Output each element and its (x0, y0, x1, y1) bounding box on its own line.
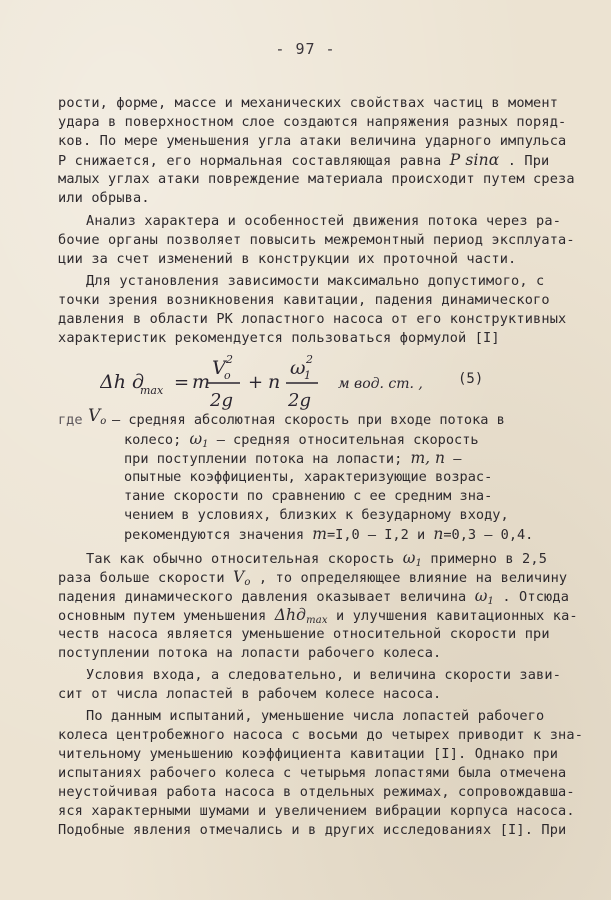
formula-m: m (192, 371, 211, 393)
symbol-n: n (433, 525, 444, 543)
text-line: точки зрения возникновения кавитации, падения динамического (58, 292, 550, 308)
text-fragment: – средняя относительная скорость (216, 432, 479, 448)
formula-v0-sq: 2 (226, 354, 233, 366)
text-fragment: . При (507, 153, 550, 169)
text-fragment: раза больше скорости (58, 570, 225, 586)
text-fragment: Так как обычно относительная скорость (86, 551, 395, 567)
text-fragment: при поступлении потока на лопасти; (124, 451, 403, 467)
def-symbol-w1 (189, 430, 208, 448)
text-line: яся характерными шумами и увеличением вибрации корпуса насоса. (58, 803, 575, 819)
symbol-w1 (403, 549, 422, 567)
text-fragment: , то определяющее влияние на величину (258, 570, 568, 586)
symbol-sub: 1 (487, 596, 495, 607)
symbol: ω (402, 549, 416, 567)
text-line: испытаниях рабочего колеса с четырьмя лопастями была отмечена (58, 765, 567, 781)
inline-formula: P sinα (449, 151, 500, 169)
text-line: опытные коэффициенты, характеризующие возрас- (124, 469, 493, 485)
text-line (124, 525, 533, 545)
formula-den2: 2g (288, 390, 311, 411)
symbol: V (88, 406, 101, 426)
text-line: колеса центробежного насоса с восьми до четырех приводит к зна- (58, 727, 584, 743)
text-line: поступлении потока на лопасти рабочего колеса. (58, 645, 442, 661)
symbol: ω (474, 587, 488, 605)
def-symbol-v0 (88, 406, 106, 427)
text-line: сит от числа лопастей в рабочем колесе насоса. (58, 686, 442, 702)
formula-lhs-sub: max (140, 384, 164, 397)
page-number: - 97 - (275, 40, 336, 58)
text-line: бочие органы позволяет повысить межремонтный период эксплуата- (58, 232, 575, 248)
symbol-m: m (312, 525, 327, 543)
symbol-sub: max (306, 615, 328, 626)
text-line: тание скорости по сравнению с ее средним зна- (124, 488, 493, 504)
text-fragment: примерно в 2,5 (430, 551, 548, 567)
symbol-sub: o (244, 577, 251, 588)
formula-w1-sq: 2 (306, 354, 313, 366)
text-line: рости, форме, массе и механических свойствах частиц в момент (58, 95, 559, 111)
symbol-v0 (233, 568, 251, 586)
formula-lhs: Δh д (100, 371, 145, 393)
formula-equals: = (174, 372, 190, 393)
where-label: где (58, 412, 83, 428)
symbol: Δhд (274, 606, 307, 624)
def-symbol-mn: m, n (410, 449, 445, 467)
formula-units: м вод. ст. , (338, 376, 423, 392)
formula-v0: V (212, 357, 226, 379)
text-line: малых углах атаки повреждение материала происходит путем среза (58, 171, 575, 187)
text-line: характеристик рекомендуется пользоваться формулой [I] (58, 330, 500, 346)
text-line (58, 151, 549, 171)
symbol: ω (189, 430, 203, 448)
text-fragment: P снижается, его нормальная составляющая равна (58, 153, 442, 169)
text-line: Для установления зависимости максимально допустимого, с (86, 273, 545, 289)
symbol-w1 (475, 587, 494, 605)
text-line: Подобные явления отмечались и в других исследованиях [I]. При (58, 822, 567, 838)
text-line: честв насоса является уменьшение относительной скорости при (58, 626, 550, 642)
text-fragment: колесо; (124, 432, 182, 448)
symbol: V (233, 568, 245, 586)
formula-w1: ω (290, 357, 306, 379)
text-line: Анализ характера и особенностей движения потока через ра- (86, 213, 562, 229)
formula-den1: 2g (210, 390, 233, 411)
text-fragment: =I,0 – I,2 и (326, 527, 426, 543)
equation-number: (5) (458, 371, 484, 387)
text-line (124, 449, 461, 469)
text-line: удара в поверхностном слое создаются напряжения разных поряд- (58, 114, 567, 130)
symbol-sub: 1 (415, 558, 423, 569)
symbol-dh-max (275, 606, 328, 624)
text-line: давления в области РК лопастного насоса от его конструктивных (58, 311, 567, 327)
text-line: неустойчивая работа насоса в отдельных режимах, сопровождавша- (58, 784, 575, 800)
text-line: или обрыва. (58, 190, 150, 206)
formula-v0-sub: o (224, 369, 231, 382)
text-fragment: – (453, 451, 462, 467)
symbol-sub: o (100, 416, 107, 427)
text-fragment: и улучшения кавитационных ка- (336, 608, 578, 624)
symbol-sub: 1 (202, 439, 209, 450)
text-fragment: рекомендуются значения (124, 527, 305, 543)
text-line: – средняя абсолютная скорость при входе потока в (112, 412, 505, 428)
formula-plus: + (248, 372, 264, 393)
text-line: Условия входа, а следовательно, и величина скорости зави- (86, 667, 562, 683)
text-line: чительному уменьшению коэффициента кавитации [I]. Однако при (58, 746, 559, 762)
text-fragment: основным путем уменьшения (58, 608, 267, 624)
text-fragment: =0,3 – 0,4. (443, 527, 534, 543)
text-line: ков. По мере уменьшения угла атаки величина ударного импульса (58, 133, 567, 149)
formula-w1-sub: 1 (304, 369, 311, 382)
text-line: ции за счет изменений в конструкции их проточной части. (58, 251, 517, 267)
text-fragment: падения динамического давления оказывает величина (58, 589, 467, 605)
text-line: чением в условиях, близких к безударному входу, (124, 507, 509, 523)
text-fragment: . Отсюда (502, 589, 570, 605)
text-line: По данным испытаний, уменьшение числа лопастей рабочего (86, 708, 545, 724)
formula-n: n (268, 371, 281, 393)
